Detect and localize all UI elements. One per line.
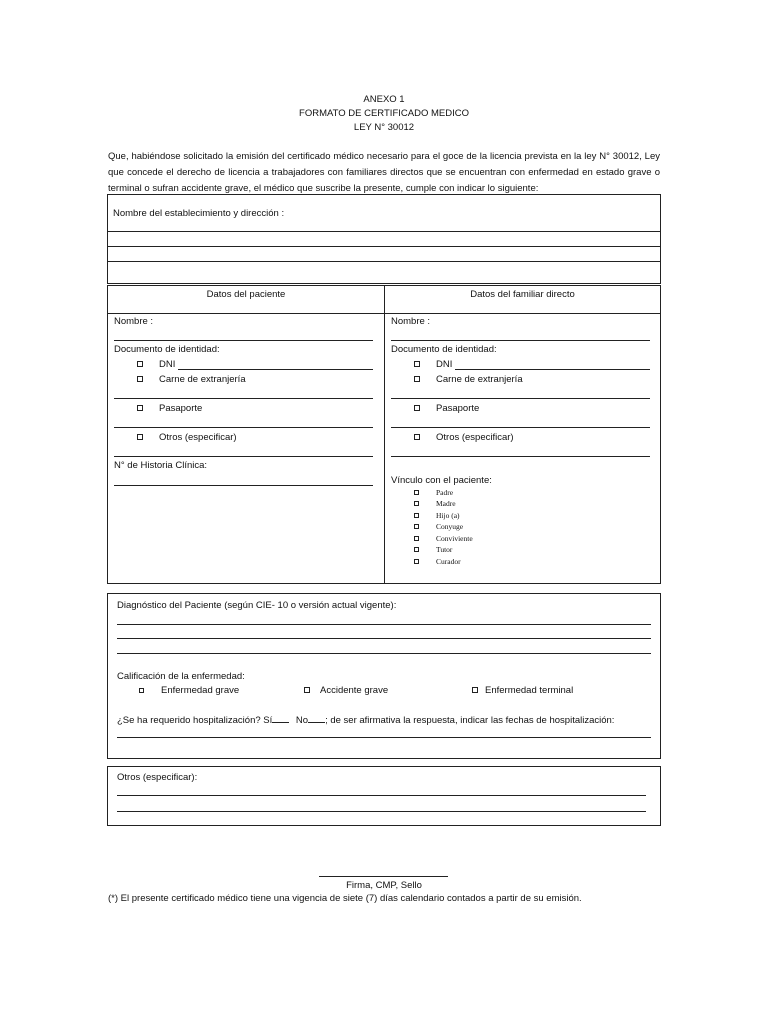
family-otros-line[interactable] (391, 456, 650, 457)
family-name-label: Nombre : (391, 316, 431, 327)
patient-name-label: Nombre : (114, 316, 154, 327)
diagnosis-label: Diagnóstico del Paciente (según CIE- 10 o versión actual vigente): (117, 600, 397, 611)
vinculo-curador-checkbox[interactable] (414, 559, 419, 564)
signature-line[interactable] (319, 876, 448, 877)
patient-doc-label: Documento de identidad: (114, 344, 220, 355)
vinculo-tutor-checkbox[interactable] (414, 547, 419, 552)
family-otros-label: Otros (especificar) (436, 432, 514, 443)
family-carne-label: Carne de extranjería (436, 374, 523, 385)
vinculo-hijo-checkbox[interactable] (414, 513, 419, 518)
others-line[interactable] (117, 811, 646, 812)
intro-paragraph: Que, habiéndose solicitado la emisión del certificado médico necesario para el goce de la licencia prevista en la ley N° 30012, Ley que concede el derecho de licencia a trabajadores con familiares directos que se encuentran con enfermedad en estado grave o terminal o sufran accidente grave, el médico que suscribe la presente, cumple con indicar lo siguiente: (108, 151, 660, 194)
accidente-grave-label: Accidente grave (320, 685, 389, 696)
establishment-line[interactable] (108, 231, 660, 232)
enfermedad-terminal-label: Enfermedad terminal (485, 685, 574, 696)
enfermedad-grave-label: Enfermedad grave (161, 685, 240, 696)
others-label: Otros (especificar): (117, 772, 198, 783)
vinculo-hijo-label: Hijo (a) (436, 511, 460, 520)
title-annex: ANEXO 1 (363, 94, 405, 105)
patient-dni-line[interactable] (178, 369, 373, 370)
column-divider (384, 286, 385, 583)
vinculo-padre-checkbox[interactable] (414, 490, 419, 495)
family-vinculo-label: Vínculo con el paciente: (391, 475, 492, 486)
family-header: Datos del familiar directo (470, 289, 575, 300)
hosp-question-text: ¿Se ha requerido hospitalización? Sí (117, 715, 273, 726)
patient-family-box (107, 285, 661, 584)
diagnosis-line[interactable] (117, 653, 651, 654)
hosp-rest-text: ; de ser afirmativa la respuesta, indicar las fechas de hospitalización: (325, 715, 615, 726)
diagnosis-line[interactable] (117, 624, 651, 625)
calif-label: Calificación de la enfermedad: (117, 671, 245, 682)
family-dni-label: DNI (436, 359, 453, 370)
family-carne-checkbox[interactable] (414, 376, 420, 382)
family-pasaporte-line[interactable] (391, 427, 650, 428)
vinculo-madre-label: Madre (436, 499, 456, 508)
patient-pasaporte-label: Pasaporte (159, 403, 203, 414)
enfermedad-terminal-checkbox[interactable] (472, 687, 478, 693)
establishment-box (107, 194, 661, 284)
patient-pasaporte-line[interactable] (114, 427, 373, 428)
hospitalization-line[interactable] (117, 737, 651, 738)
patient-otros-label: Otros (especificar) (159, 432, 237, 443)
patient-historia-label: N° de Historia Clínica: (114, 460, 208, 471)
title-law: LEY N° 30012 (353, 122, 415, 133)
patient-name-line[interactable] (114, 340, 373, 341)
family-pasaporte-checkbox[interactable] (414, 405, 420, 411)
patient-otros-line[interactable] (114, 456, 373, 457)
hospitalization-question (117, 713, 614, 727)
patient-carne-checkbox[interactable] (137, 376, 143, 382)
family-dni-checkbox[interactable] (414, 361, 420, 367)
establishment-label: Nombre del establecimiento y dirección : (113, 208, 285, 219)
patient-dni-checkbox[interactable] (137, 361, 143, 367)
vinculo-conviviente-label: Conviviente (436, 534, 473, 543)
hosp-yes-blank[interactable] (272, 713, 289, 723)
vinculo-madre-checkbox[interactable] (414, 501, 419, 506)
establishment-line[interactable] (108, 246, 660, 247)
patient-pasaporte-checkbox[interactable] (137, 405, 143, 411)
patient-dni-label: DNI (159, 359, 176, 370)
patient-carne-label: Carne de extranjería (159, 374, 246, 385)
vinculo-padre-label: Padre (436, 488, 454, 497)
diagnosis-box (107, 593, 661, 759)
patient-historia-line[interactable] (114, 485, 373, 486)
hosp-no-text: No (295, 715, 309, 726)
vinculo-conviviente-checkbox[interactable] (414, 536, 419, 541)
others-line[interactable] (117, 795, 646, 796)
hosp-no-blank[interactable] (308, 713, 325, 723)
family-dni-line[interactable] (455, 369, 650, 370)
patient-carne-line[interactable] (114, 398, 373, 399)
patient-header: Datos del paciente (206, 289, 286, 300)
vinculo-tutor-label: Tutor (436, 545, 453, 554)
validity-note: (*) El presente certificado médico tiene una vigencia de siete (7) días calendario contados a partir de su emisión. (108, 893, 582, 904)
vinculo-curador-label: Curador (436, 557, 461, 566)
establishment-line[interactable] (108, 261, 660, 262)
family-name-line[interactable] (391, 340, 650, 341)
family-carne-line[interactable] (391, 398, 650, 399)
family-otros-checkbox[interactable] (414, 434, 420, 440)
title-format: FORMATO DE CERTIFICADO MEDICO (299, 108, 469, 119)
signature-label: Firma, CMP, Sello (346, 880, 422, 891)
vinculo-conyuge-label: Conyuge (436, 522, 464, 531)
vinculo-conyuge-checkbox[interactable] (414, 524, 419, 529)
patient-otros-checkbox[interactable] (137, 434, 143, 440)
enfermedad-grave-checkbox[interactable] (139, 688, 144, 693)
others-box (107, 766, 661, 826)
diagnosis-line[interactable] (117, 638, 651, 639)
family-doc-label: Documento de identidad: (391, 344, 497, 355)
family-pasaporte-label: Pasaporte (436, 403, 480, 414)
accidente-grave-checkbox[interactable] (304, 687, 310, 693)
